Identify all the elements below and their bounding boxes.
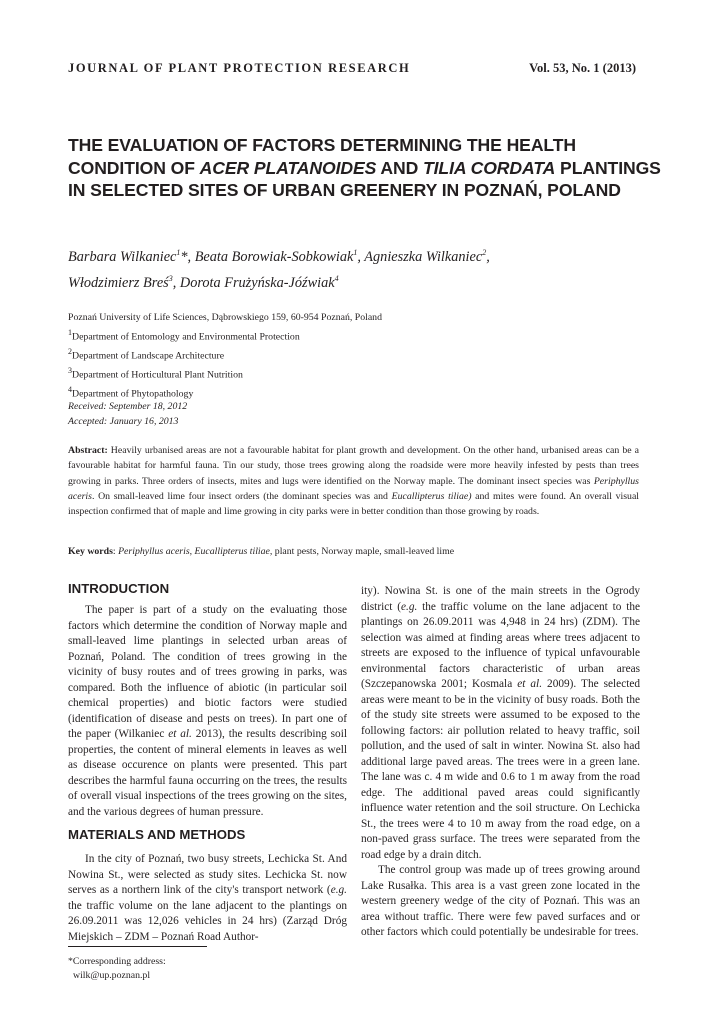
keywords-label: Key words [68,546,113,557]
section-heading-materials-methods: MATERIALS AND METHODS [68,827,246,842]
paragraph-text: In the city of Poznań, two busy streets, Lechicka St. And Nowina St., were selected as study sites. Lechicka St. now serves as a northern link of the city's transport network ( [68,853,347,896]
affiliation-text: Department of Horticultural Plant Nutrition [72,369,243,381]
author-list [68,242,668,294]
paragraph [68,603,347,820]
abstract-text: and mites were found. An overall visual inspection confirmed that of maple and lime growing in city parks were in better condition than those growing by roads. [68,490,640,518]
author-name: , Agnieszka Wilkaniec [357,248,483,265]
paragraph-text: ity). Nowina St. is one of the main streets in the Ogrody district ( [361,585,640,613]
affiliation-text: Department of Phytopathology [72,388,194,400]
paragraph: The control group was made up of trees growing around Lake Rusałka. This area is a vast green zone located in the western greenery wedge of the city of Poznań. This was an area without traffic. There were few paved surfaces and or other factors which could potentially be undesirable for trees. [361,864,640,938]
author-affiliation-mark: 4 [334,273,339,283]
affiliation-mark: 4 [68,384,72,394]
affiliation-main: Poznań University of Life Sciences, Dąbrowskiego 159, 60-954 Poznań, Poland [68,312,382,323]
received-date: Received: September 18, 2012 [68,401,188,412]
paragraph-text: The paper is part of a study on the evaluating those factors which determine the condition of Norway maple and small-leaved lime plantings in selected urban areas of Poznań, Poland. The condition of trees growing in the vicinity of busy routes and of trees growing in parks, was compared. Both the influence of abiotic (in particular soil chemical properties) and biotic factors were studied (identification of disease and pests on trees). In part one of the paper (Wilkaniec [68,604,347,740]
affiliation-line [68,364,668,383]
footnote-rule [68,946,207,947]
author-affiliation-mark: 1 [353,248,358,257]
author-affiliation-mark: 1 [176,248,181,257]
author-separator: *, [180,248,195,265]
abbreviation-eg: e.g. [330,884,347,896]
right-column-body [361,584,640,941]
keywords-text: plant pests, Norway maple, small-leaved lime [272,546,455,557]
abstract-label: Abstract: [68,445,108,456]
author-name: , Dorota Frużyńska-Jóźwiak [172,274,335,291]
accepted-date: Accepted: January 16, 2013 [68,415,179,427]
author-affiliation-mark: 2 [482,248,487,257]
running-header [68,61,636,79]
introduction-body [68,603,347,820]
keywords-species: Periphyllus aceris, Eucallipterus tiliae, [118,546,273,557]
title-part: PLANTINGS IN SELECTED SITES OF URBAN GREENERY IN POZNAŃ, POLAND [68,157,661,200]
footnote-label: *Corresponding address: [68,956,166,967]
affiliation-mark: 2 [68,346,72,356]
paragraph [361,584,640,863]
author-name: Beata Borowiak-Sobkowiak [194,248,354,265]
section-heading-introduction: INTRODUCTION [68,581,170,596]
paragraph [68,852,347,945]
author-separator: , [486,248,490,265]
article-dates [68,400,368,429]
affiliation-mark: 1 [68,327,72,337]
volume-issue: Vol. 53, No. 1 (2013) [529,61,636,75]
paragraph-text: 2009). The selected areas were meant to be in the vicinity of busy roads. Both the of the study site streets were assumed to be exposed to the following factors: air pollution related to heavy traffic, soil pollution, and the used of salt in winter. Nowina St. also had additional large paved areas. The trees were in a green lane. The lane was c. 4 m wide and 0.6 to 1 m away from the road edge. The additional paved areas could significantly influence water retention and the soil structure. On Lechicka St., the trees were 4 to 10 m away from the road edge, on a non-paved grass surface. The trees were separated from the road edge by a drain ditch. [361,678,641,861]
article-title [68,134,668,202]
title-part: THE EVALUATION OF FACTORS DETERMINING THE HEALTH CONDITION OF [68,135,577,178]
species-name: Eucallipterus tiliae) [391,490,472,502]
title-species-tilia: TILIA CORDATA [423,157,556,178]
footnote-email: wilk@up.poznan.pl [73,970,151,981]
author-name: Włodzimierz Breś [68,274,169,291]
affiliation-line [68,326,668,345]
citation-et-al: et al. [168,728,192,740]
footnote [68,955,166,983]
citation-et-al: et al. [517,678,543,690]
affiliation-text: Department of Landscape Architecture [72,350,225,362]
species-name: Periphyllus aceris [68,475,639,502]
affiliations [68,311,668,402]
abstract [68,443,639,519]
author-affiliation-mark: 3 [168,273,173,283]
abstract-text: Heavily urbanised areas are not a favourable habitat for plant growth and development. On the other hand, urbanised areas can be a favourable habitat for harmful fauna. Tin our study, those trees growing along the roadside were more heavily infested by pests than trees growing in parks. Three orders of insects, mites and lugs were identified on the Norway maple. The dominant insect species was [68,445,639,487]
abbreviation-eg: e.g. [400,600,418,613]
paragraph-text: 2013), the results describing soil properties, the content of mineral elements in leaves as well as disease occurence on plants were presented. This part describes the harmful fauna occurring on the trees, the results of overall visual inspections of the trees growing on the sites, and the various degrees of human pressure. [68,728,347,818]
title-part: AND [376,157,423,178]
title-species-acer: ACER PLATANOIDES [199,157,377,178]
methods-body [68,852,347,945]
affiliation-text: Department of Entomology and Environmental Protection [72,331,300,343]
abstract-text: . On small-leaved lime four insect orders (the dominant species was and [91,490,392,502]
keywords [68,544,639,559]
author-name: Barbara Wilkaniec [68,248,177,265]
paragraph-text: the traffic volume on the lane adjacent to the plantings on 26.09.2011 was 12,026 vehicles in 24 hrs) (Zarząd Dróg Miejskich – ZDM – Poznań Road Author- [68,899,347,943]
keywords-separator: : [112,546,119,557]
journal-name: JOURNAL OF PLANT PROTECTION RESEARCH [68,61,411,75]
affiliation-mark: 3 [68,365,72,375]
paragraph-text: the traffic volume on the lane adjacent to the plantings on 26.09.2011 was 4,948 in 24 hrs) (ZDM). The selection was aimed at finding areas where trees adjacent to streets are exposed to the influence of typical unfavourable environmental factors characteristic of urban areas (Szczepanowska 2001; Kosmala [361,600,641,690]
affiliation-line [68,345,668,364]
